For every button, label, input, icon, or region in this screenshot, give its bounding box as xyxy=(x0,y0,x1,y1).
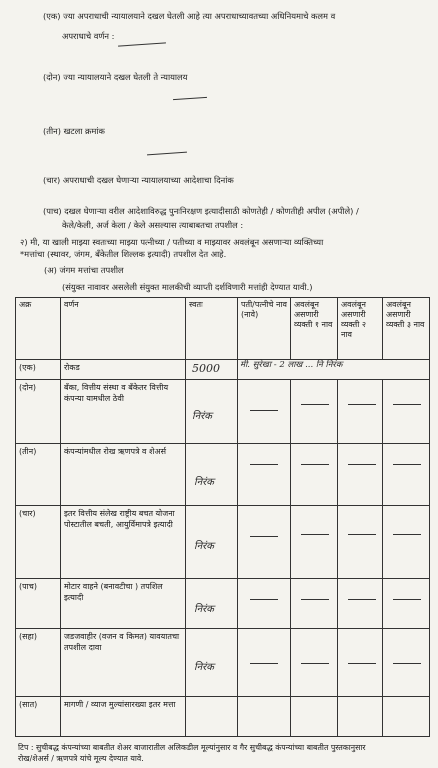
dash-mark xyxy=(301,404,329,405)
row-serial: (तीन) xyxy=(16,444,61,506)
clause-one: (एक) ज्या अपराधाची न्यायालयाने दखल घेतली आहे त्या अपराधाच्यावतच्या अधिनियमाचे कलम व xyxy=(43,11,336,21)
movable-assets-table xyxy=(15,297,430,737)
footnote-line2: रोख/शेअर्स / ऋणपत्रे यांचे मूल्य देण्यात यावे. xyxy=(18,754,144,763)
table-row xyxy=(16,380,430,444)
row-description: इतर वित्तीय संलेख राष्ट्रीय बचत योजना पोस्टातील बचती, आयुर्विमापत्रे इत्यादी xyxy=(61,506,186,578)
header-dependent-2: अवलंबून असणारी व्यक्ती २ नाव xyxy=(338,298,383,360)
handwritten-mark xyxy=(147,152,187,156)
row-serial: (एक) xyxy=(16,360,61,380)
row-description: मागणी / व्याज मुल्यांसारख्या इतर मत्ता xyxy=(61,696,186,736)
header-self: स्वतः xyxy=(186,298,238,360)
row-description: मोटार वाहने (बनावटीचा ) तपशिल इत्यादी xyxy=(61,578,186,628)
dash-mark xyxy=(250,464,278,465)
row-serial: (सहा) xyxy=(16,628,61,696)
handwritten-nil: निरंक xyxy=(194,661,214,673)
footnote xyxy=(18,742,366,764)
footnote-line1: टिप : सुचीबद्ध कंपन्यांच्या बाबतीत शेअर बाजारातील अलिकडील मूल्यांनुसार व गैर सुचीबद्ध कंपन्यांच्या बाबतीत पुस्तकानुसार xyxy=(18,743,366,752)
handwritten-nil: निरंक xyxy=(194,477,214,489)
dash-mark xyxy=(250,536,278,537)
dash-mark xyxy=(348,599,376,600)
dash-mark xyxy=(301,534,329,535)
dash-mark xyxy=(348,464,376,465)
row-description: बँका, वित्तीय संस्था व बँकेतर वित्तीय कंपन्या यामधील ठेवी xyxy=(61,380,186,444)
dash-mark xyxy=(348,534,376,535)
row-serial: (सात) xyxy=(16,696,61,736)
table-row xyxy=(16,578,430,628)
section-a-title: (अ) जंगम मत्तांचा तपशील xyxy=(44,265,124,275)
row-description: जडजवाहीर (वजन व किमत) यावयातचा तपशील दावा xyxy=(61,628,186,696)
dash-mark xyxy=(393,464,421,465)
header-serial: अक्र xyxy=(16,298,61,360)
clause-four: (चार) अपराधाची दखल घेणाऱ्या न्यायालयाच्या आदेशाचा दिनांक xyxy=(43,175,234,185)
clause-one-cont: अपराधाचे वर्णन : xyxy=(62,31,115,41)
dash-mark xyxy=(348,404,376,405)
handwritten-nil: निरंक xyxy=(192,411,212,423)
clause-two: (दोन) ज्या न्यायालयाने दखल घेतली ते न्यायालय xyxy=(43,72,188,82)
handwritten-amount: 5000 xyxy=(192,362,220,376)
clause-five: (पाच) दखल घेणाऱ्या वरील आदेशाविरुद्ध पुनःनिरक्षण इत्यादीसाठी कोणतेही / कोणतीही अपील (अपीले) / xyxy=(43,206,359,216)
clause-five-cont: केले/केली, अर्ज केला / केले असल्यास त्याबाबतचा तपशील : xyxy=(62,220,244,230)
dash-mark xyxy=(393,599,421,600)
dash-mark xyxy=(301,464,329,465)
handwritten-mark xyxy=(118,42,166,46)
dash-mark xyxy=(301,599,329,600)
row-description: रोकड xyxy=(61,360,186,380)
handwritten-nil: निरंक xyxy=(194,541,214,553)
table-row xyxy=(16,506,430,578)
clause-three: (तीन) खटला क्रमांक xyxy=(43,126,105,136)
table-row xyxy=(16,628,430,696)
handwritten-nil: निरंक xyxy=(194,603,214,615)
table-header-row xyxy=(16,298,430,360)
row-description: कंपन्यांमधील रोख ऋणपत्रे व शेअर्स xyxy=(61,444,186,506)
dash-mark xyxy=(348,663,376,664)
section-two-line1: २) मी, या खाली माझ्या स्वतःच्या माझ्या पत्नीच्या / पतीच्या व माझ्यावर अवलंबून असणाऱ्या व्यक्तिच्या xyxy=(20,237,324,247)
table-row xyxy=(16,360,430,380)
dash-mark xyxy=(301,663,329,664)
dash-mark xyxy=(250,663,278,664)
dash-mark xyxy=(250,410,278,411)
table-row xyxy=(16,696,430,736)
section-a-note: (संयुक्त नावावर असलेली संयुक्त मालकीची व्याप्ती दर्शविणारी मत्तांही देण्यात यावी.) xyxy=(62,282,313,292)
section-two-line2: *मत्तांचा (स्थावर, जंगम, बँकेतील शिल्लक इत्यादी) तपशील देत आहे. xyxy=(20,249,227,259)
handwritten-mark xyxy=(173,97,207,100)
dash-mark xyxy=(250,599,278,600)
handwritten-spouse-note: मी. सुरेखा - 2 लाख ... नि निरंक xyxy=(240,360,343,371)
dash-mark xyxy=(393,663,421,664)
header-spouse: पती/पत्नीचे नाव (नावे) xyxy=(238,298,291,360)
dash-mark xyxy=(393,534,421,535)
header-dependent-3: अवलंबून असणारी व्यक्ती ३ नाव xyxy=(383,298,430,360)
header-description: वर्णन xyxy=(61,298,186,360)
row-serial: (दोन) xyxy=(16,380,61,444)
header-dependent-1: अवलंबून असणारी व्यक्ती १ नाव xyxy=(291,298,338,360)
dash-mark xyxy=(393,404,421,405)
table-row xyxy=(16,444,430,506)
row-serial: (पाच) xyxy=(16,578,61,628)
row-serial: (चार) xyxy=(16,506,61,578)
